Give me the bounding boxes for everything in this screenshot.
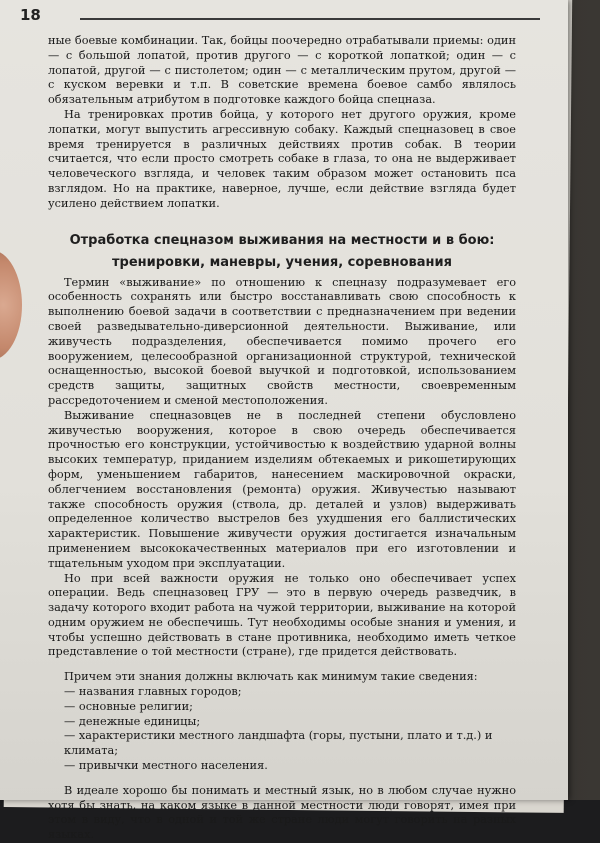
list-item: — денежные единицы;: [64, 714, 201, 728]
paragraph: На тренировках против бойца, у которого нет другого оружия, кроме лопатки, могут выпустить агрессивную собаку. Каждый спецназовец в свое время тренируется в различных действиях против собак. В теории считается, что если просто смотреть собаке в глаза, то она не выдерживает человеческого взгляда, и человек таким образом может остановить пса взглядом. Но на практике, наверное, лучше, если действие взгляда будет усилено действием лопатки.: [48, 107, 516, 210]
paragraph: Выживание спецназовцев не в последней степени обусловлено живучестью вооружения, которое в свою очередь обеспечивается прочностью его конструкции, устойчивостью к воздействию ударной волны высоких температур, приданием изделиям обтекаемых и рикошетирующих форм, уменьшением габаритов, нанесением маскировочной окраски, облегчением восстановления (ремонта) оружия. Живучестью называют также способность оружия (ствола, др. деталей и узлов) выдерживать определенное количество выстрелов без ухудшения его баллистических характеристик. Повышение живучести оружия достигается изначальным применением высококачественных материалов при его изготовлении и тщательным уходом при эксплуатации.: [48, 408, 516, 570]
paragraph: Но при всей важности оружия не только оно обеспечивает успех операции. Ведь спецназовец ГРУ — это в первую очередь разведчик, в задачу которого входит работа на чужой территории, выживание на которой одним оружием не обеспечишь. Тут необходимы особые знания и умения, и чтобы успешно действовать в стане противника, необходимо иметь четкое представление о той местности (стране), где придется действовать.: [48, 571, 516, 659]
list-intro: Причем эти знания должны включать как минимум такие сведения:: [64, 670, 478, 684]
paragraph: Термин «выживание» по отношению к спецназу подразумевает его особенность сохранять или быстро восстанавливать свою способность к выполнению боевой задачи в соответствии с предназначением при ведении своей разведывательно-диверсионной деятельности. Выживание, или живучесть подразделения, обеспечивается помимо прочего его вооружением, целесообразной организационной структурой, технической оснащенностью, высокой боевой выучкой и подготовкой, использованием средств защиты, защитных свойств местности, своевременным рассредоточением и сменой местоположения.: [48, 275, 516, 407]
list-item: — основные религии;: [64, 699, 193, 713]
finger-photo-artifact: [0, 250, 22, 360]
list-item: — привычки местного населения.: [64, 759, 268, 773]
info-list: [48, 685, 516, 774]
paragraph: ные боевые комбинации. Так, бойцы поочередно отрабатывали приемы: один — с большой лопатой, против другого — с короткой лопаткой; один — с лопатой, другой — с пистолетом; один — с металлическим прутом, другой — с куском веревки и т.п. В советские времена боевое самбо являлось обязательным атрибутом в подготовке каждого бойца спецназа.: [48, 34, 516, 107]
section-heading-line-1: Отработка спецназом выживания на местности и в бою:: [69, 232, 495, 248]
header-rule: [80, 18, 540, 20]
section-heading-line-2: тренировки, маневры, учения, соревнования: [111, 254, 452, 270]
final-paragraph: В идеале хорошо бы понимать и местный язык, но в любом случае нужно хотя бы знать, на каком языке в данной местности люди говорят, имея при этом в виду, что в одной и той же стране люди могут говорить на разных языках.: [48, 783, 516, 842]
list-item: — характеристики местного ландшафта (горы, пустыни, плато и т.д.) и климата;: [64, 729, 493, 758]
page-number: 18: [20, 6, 41, 24]
page-content: [48, 34, 516, 843]
list-item: — названия главных городов;: [64, 685, 242, 699]
page-header: [20, 6, 540, 28]
